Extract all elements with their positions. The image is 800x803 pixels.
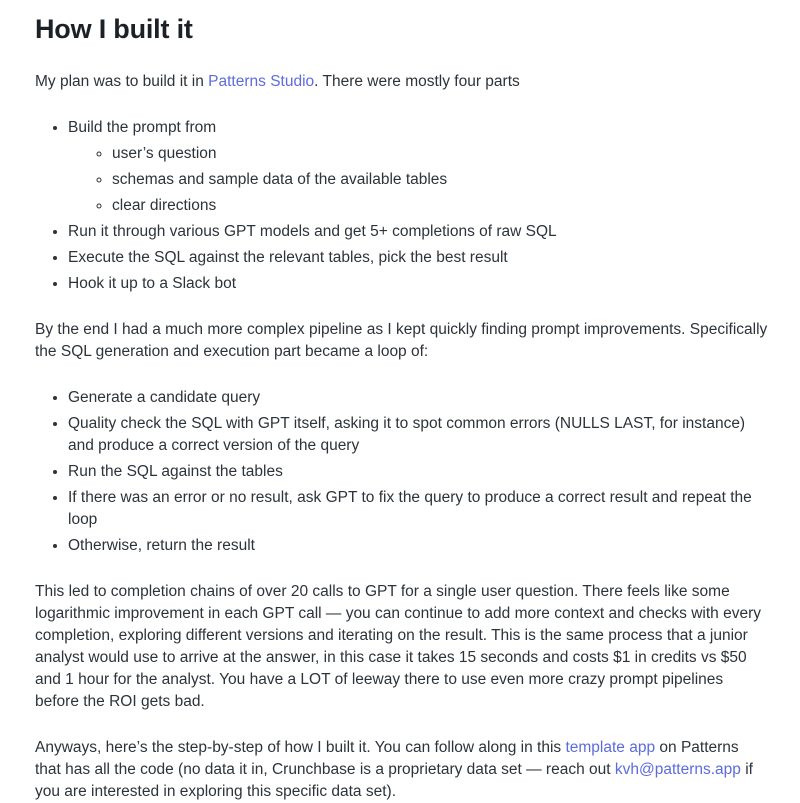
- outro-text-3: if you are interested in exploring this specific data set).: [35, 761, 753, 800]
- list-item: ◦ schemas and sample data of the available tables: [112, 169, 768, 191]
- intro-text-before: My plan was to build it in: [35, 73, 209, 90]
- loop-list: [35, 387, 768, 557]
- list-item: • Otherwise, return the result: [68, 535, 768, 557]
- loop-paragraph: By the end I had a much more complex pipeline as I kept quickly finding prompt improvements. Specifically the SQL generation and execution part became a loop of:: [35, 321, 768, 360]
- intro-text-after: . There were mostly four parts: [314, 73, 520, 90]
- analysis-paragraph: This led to completion chains of over 20 calls to GPT for a single user question. There feels like some logarithmic improvement in each GPT call — you can continue to add more context and checks with every completion, exploring different versions and iterating on the result. This is the same process that a junior analyst would use to arrive at the answer, in this case it takes 15 seconds and costs $1 in credits vs $50 and 1 hour for the analyst. You have a LOT of leeway there to use even more crazy prompt pipelines before the ROI gets bad.: [35, 583, 761, 710]
- page-title: How I built it: [35, 14, 193, 44]
- list-item: • Run it through various GPT models and get 5+ completions of raw SQL: [68, 221, 768, 243]
- list-item: • Run the SQL against the tables: [68, 461, 768, 483]
- list-item: • If there was an error or no result, ask GPT to fix the query to produce a correct result and repeat the loop: [68, 487, 768, 531]
- intro-paragraph: [35, 71, 768, 93]
- list-item: ◦ user’s question: [112, 143, 768, 165]
- list-item: • Quality check the SQL with GPT itself, asking it to spot common errors (NULLS LAST, for instance) and produce a correct version of the query: [68, 413, 768, 457]
- plan-sublist: [68, 143, 768, 217]
- template-app-link[interactable]: template app: [565, 739, 656, 756]
- plan-list: [35, 117, 768, 295]
- list-item: • Execute the SQL against the relevant tables, pick the best result: [68, 247, 768, 269]
- outro-text-2: on Patterns that has all the code (no data it in, Crunchbase is a proprietary data set — reach out: [35, 739, 739, 778]
- list-item: ◦ clear directions: [112, 195, 768, 217]
- email-link[interactable]: kvh@patterns.app: [614, 761, 741, 778]
- outro-text-1: Anyways, here’s the step-by-step of how I built it. You can follow along in this: [35, 739, 566, 756]
- list-item: • Build the prompt from ◦ user’s question ◦ schemas and sample data of the available tables ◦ clear directions: [68, 117, 768, 217]
- patterns-studio-link[interactable]: Patterns Studio: [208, 73, 315, 90]
- list-item: • Generate a candidate query: [68, 387, 768, 409]
- list-item: • Hook it up to a Slack bot: [68, 273, 768, 295]
- outro-paragraph: [35, 737, 768, 803]
